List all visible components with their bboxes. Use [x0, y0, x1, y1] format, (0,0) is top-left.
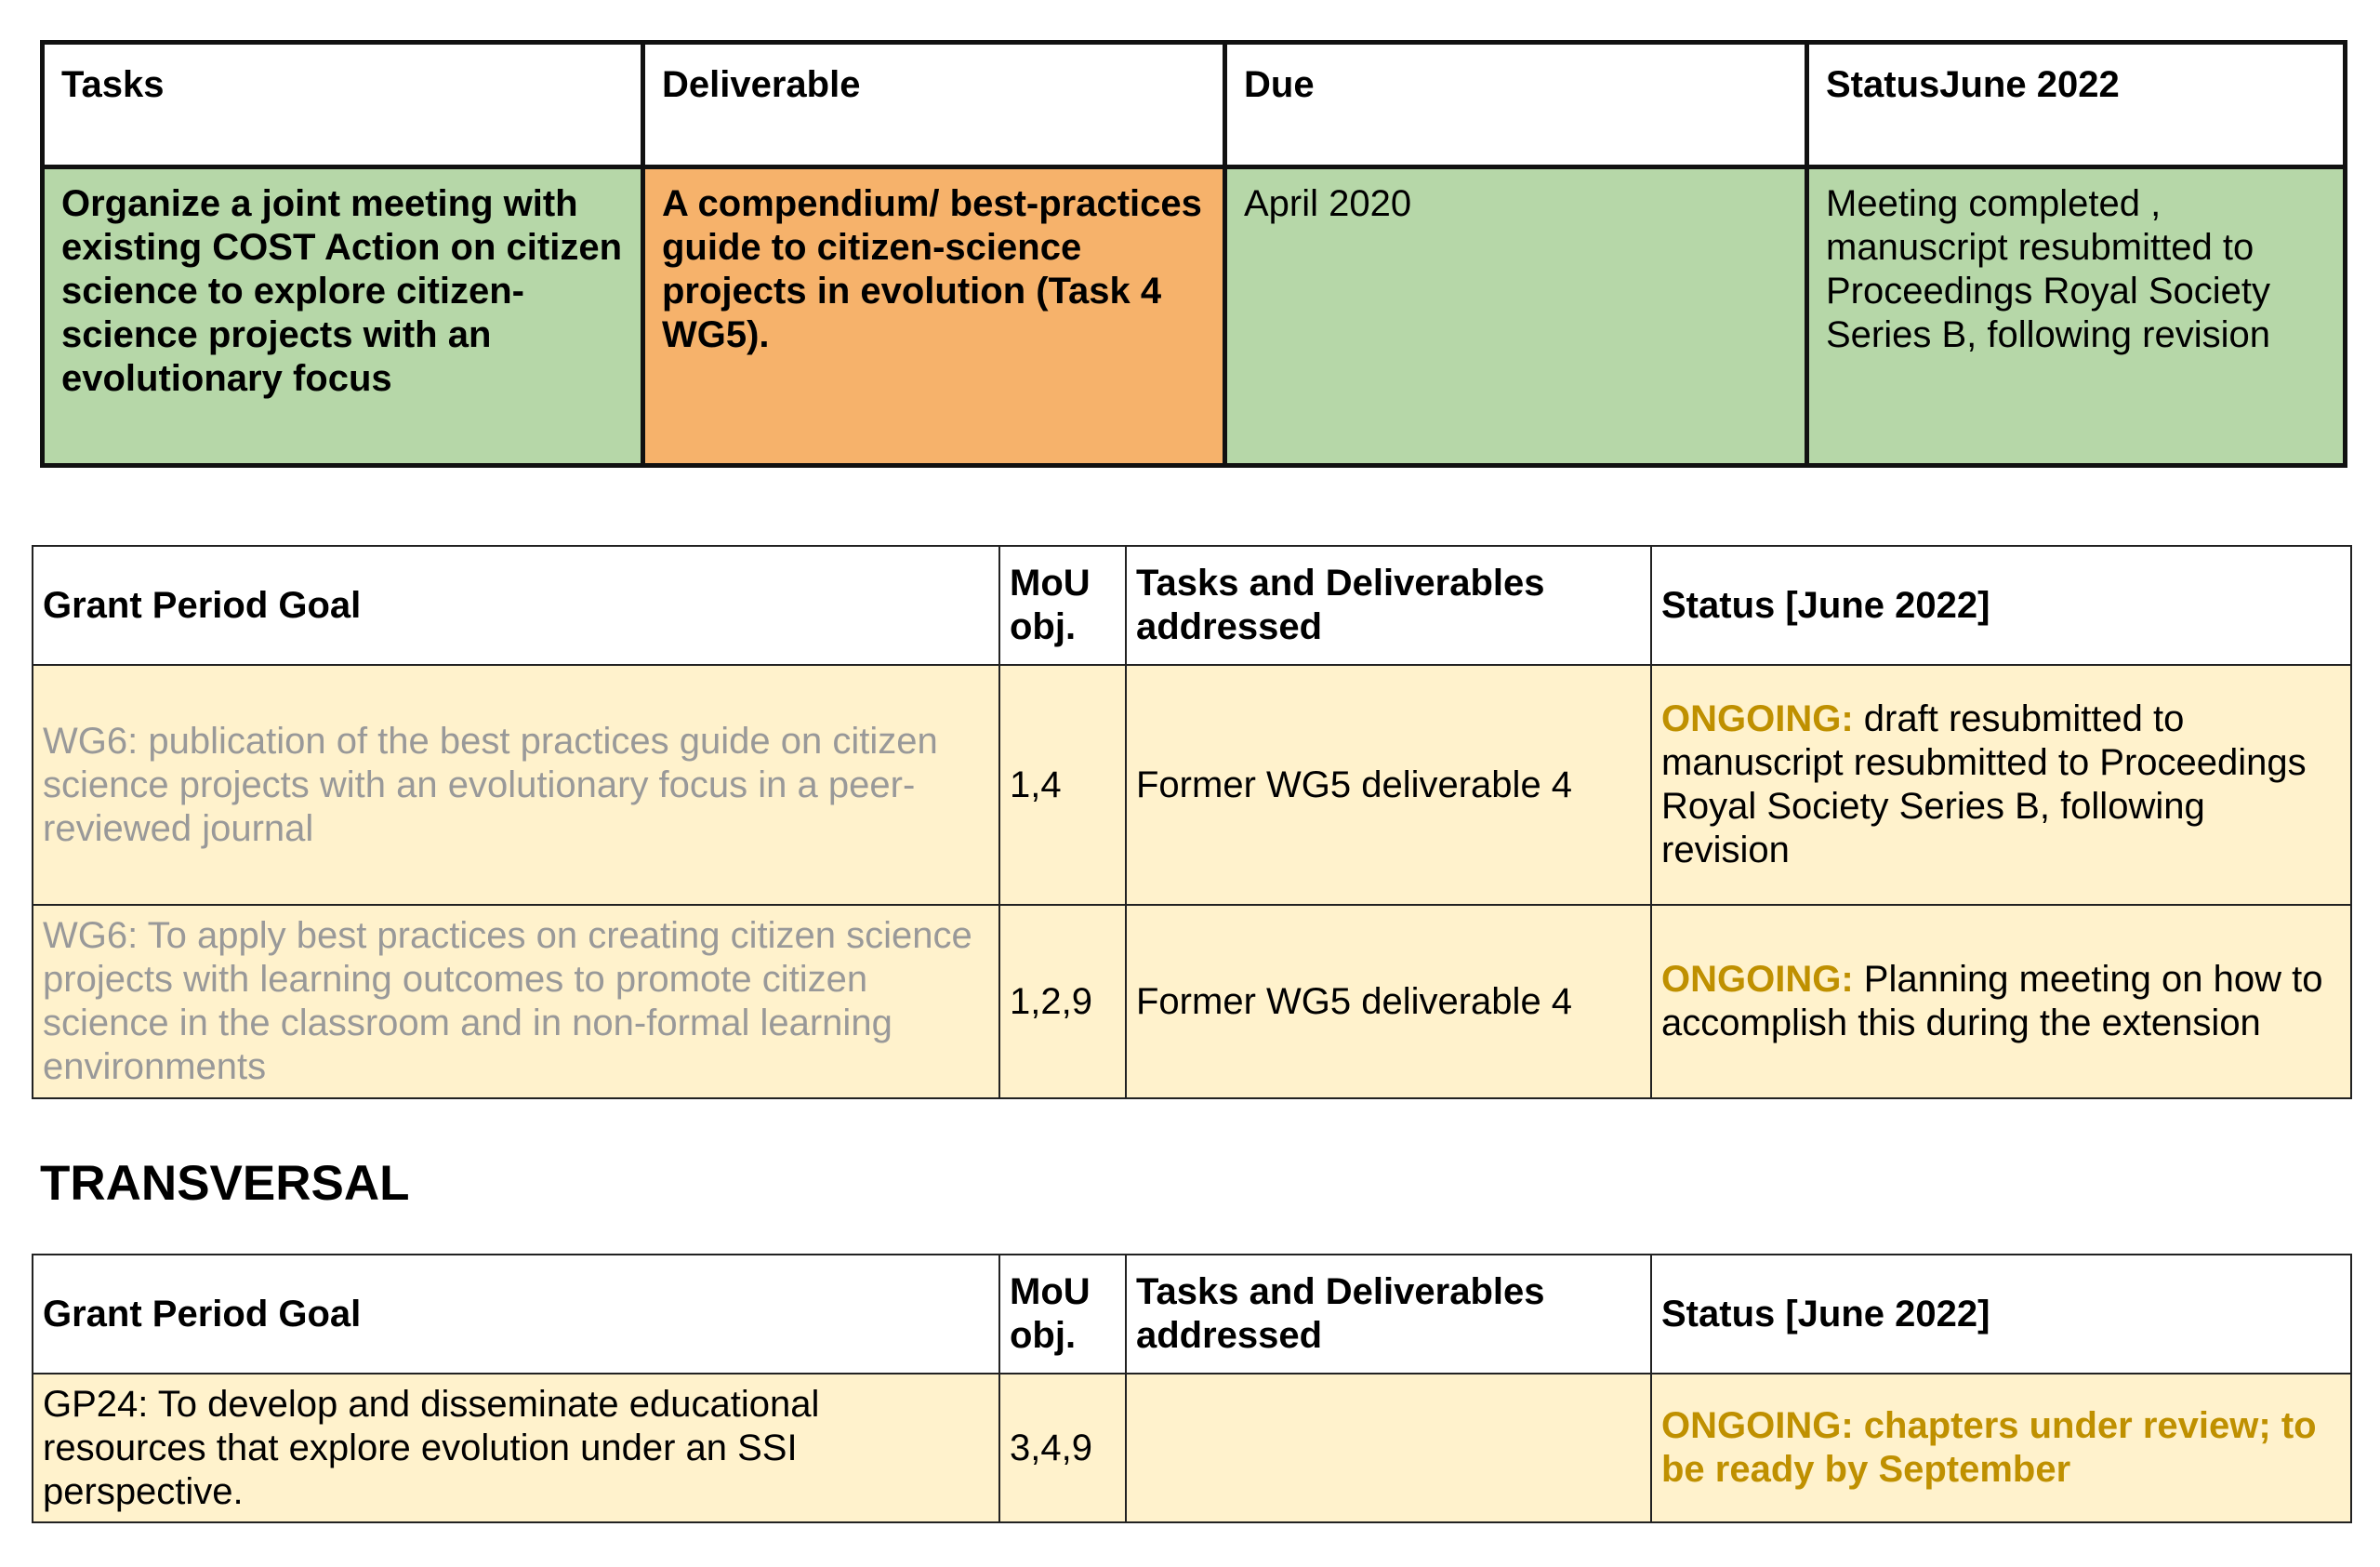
header-deliverable: Deliverable	[643, 43, 1225, 167]
status-tag: ONGOING:	[1661, 959, 1854, 1000]
header-status: Status [June 2022]	[1651, 546, 2351, 665]
task-deliverable-table	[40, 40, 2347, 468]
status-text: draft resubmitted to manuscript resubmitted to Proceedings Royal Society Series B, following revision	[1661, 698, 2307, 870]
grant-goals-table	[32, 545, 2352, 1099]
tasks-cell	[1126, 1374, 1651, 1522]
status-cell	[1651, 665, 2351, 905]
status-cell: ONGOING: chapters under review; to be ready by September	[1651, 1374, 2351, 1522]
header-status: Status [June 2022]	[1651, 1255, 2351, 1374]
table-row	[33, 905, 2351, 1098]
goal-cell: WG6: To apply best practices on creating citizen science projects with learning outcomes to promote citizen science in the classroom and in non-formal learning environments	[33, 905, 999, 1098]
header-tasks-deliverables: Tasks and Deliverables addressed	[1126, 1255, 1651, 1374]
table-row	[33, 1374, 2351, 1522]
task-cell: Organize a joint meeting with existing COST Action on citizen science to explore citizen-science projects with an evolutionary focus	[43, 167, 643, 466]
mou-cell: 1,2,9	[999, 905, 1126, 1098]
mou-cell: 1,4	[999, 665, 1126, 905]
table-header-row	[33, 1255, 2351, 1374]
header-status: StatusJune 2022	[1807, 43, 2346, 167]
due-cell: April 2020	[1225, 167, 1807, 466]
header-mou-obj: MoU obj.	[999, 546, 1126, 665]
transversal-goals-table	[32, 1254, 2352, 1523]
header-grant-period-goal: Grant Period Goal	[33, 546, 999, 665]
status-cell: Meeting completed , manuscript resubmitted to Proceedings Royal Society Series B, following revision	[1807, 167, 2346, 466]
table-header-row	[43, 43, 2346, 167]
header-tasks-deliverables: Tasks and Deliverables addressed	[1126, 546, 1651, 665]
table-row	[33, 665, 2351, 905]
table-header-row	[33, 546, 2351, 665]
status-tag: ONGOING:	[1661, 698, 1854, 739]
table-row	[43, 167, 2346, 466]
status-text: Planning meeting on how to accomplish this during the extension	[1661, 959, 2323, 1043]
goal-cell: GP24: To develop and disseminate educational resources that explore evolution under an SSI perspective.	[33, 1374, 999, 1522]
tasks-cell: Former WG5 deliverable 4	[1126, 905, 1651, 1098]
header-due: Due	[1225, 43, 1807, 167]
status-cell	[1651, 905, 2351, 1098]
goal-cell: WG6: publication of the best practices guide on citizen science projects with an evolutionary focus in a peer-reviewed journal	[33, 665, 999, 905]
tasks-cell: Former WG5 deliverable 4	[1126, 665, 1651, 905]
deliverable-cell: A compendium/ best-practices guide to citizen-science projects in evolution (Task 4 WG5).	[643, 167, 1225, 466]
header-mou-obj: MoU obj.	[999, 1255, 1126, 1374]
header-tasks: Tasks	[43, 43, 643, 167]
section-title: TRANSVERSAL	[40, 1156, 410, 1211]
header-grant-period-goal: Grant Period Goal	[33, 1255, 999, 1374]
mou-cell: 3,4,9	[999, 1374, 1126, 1522]
